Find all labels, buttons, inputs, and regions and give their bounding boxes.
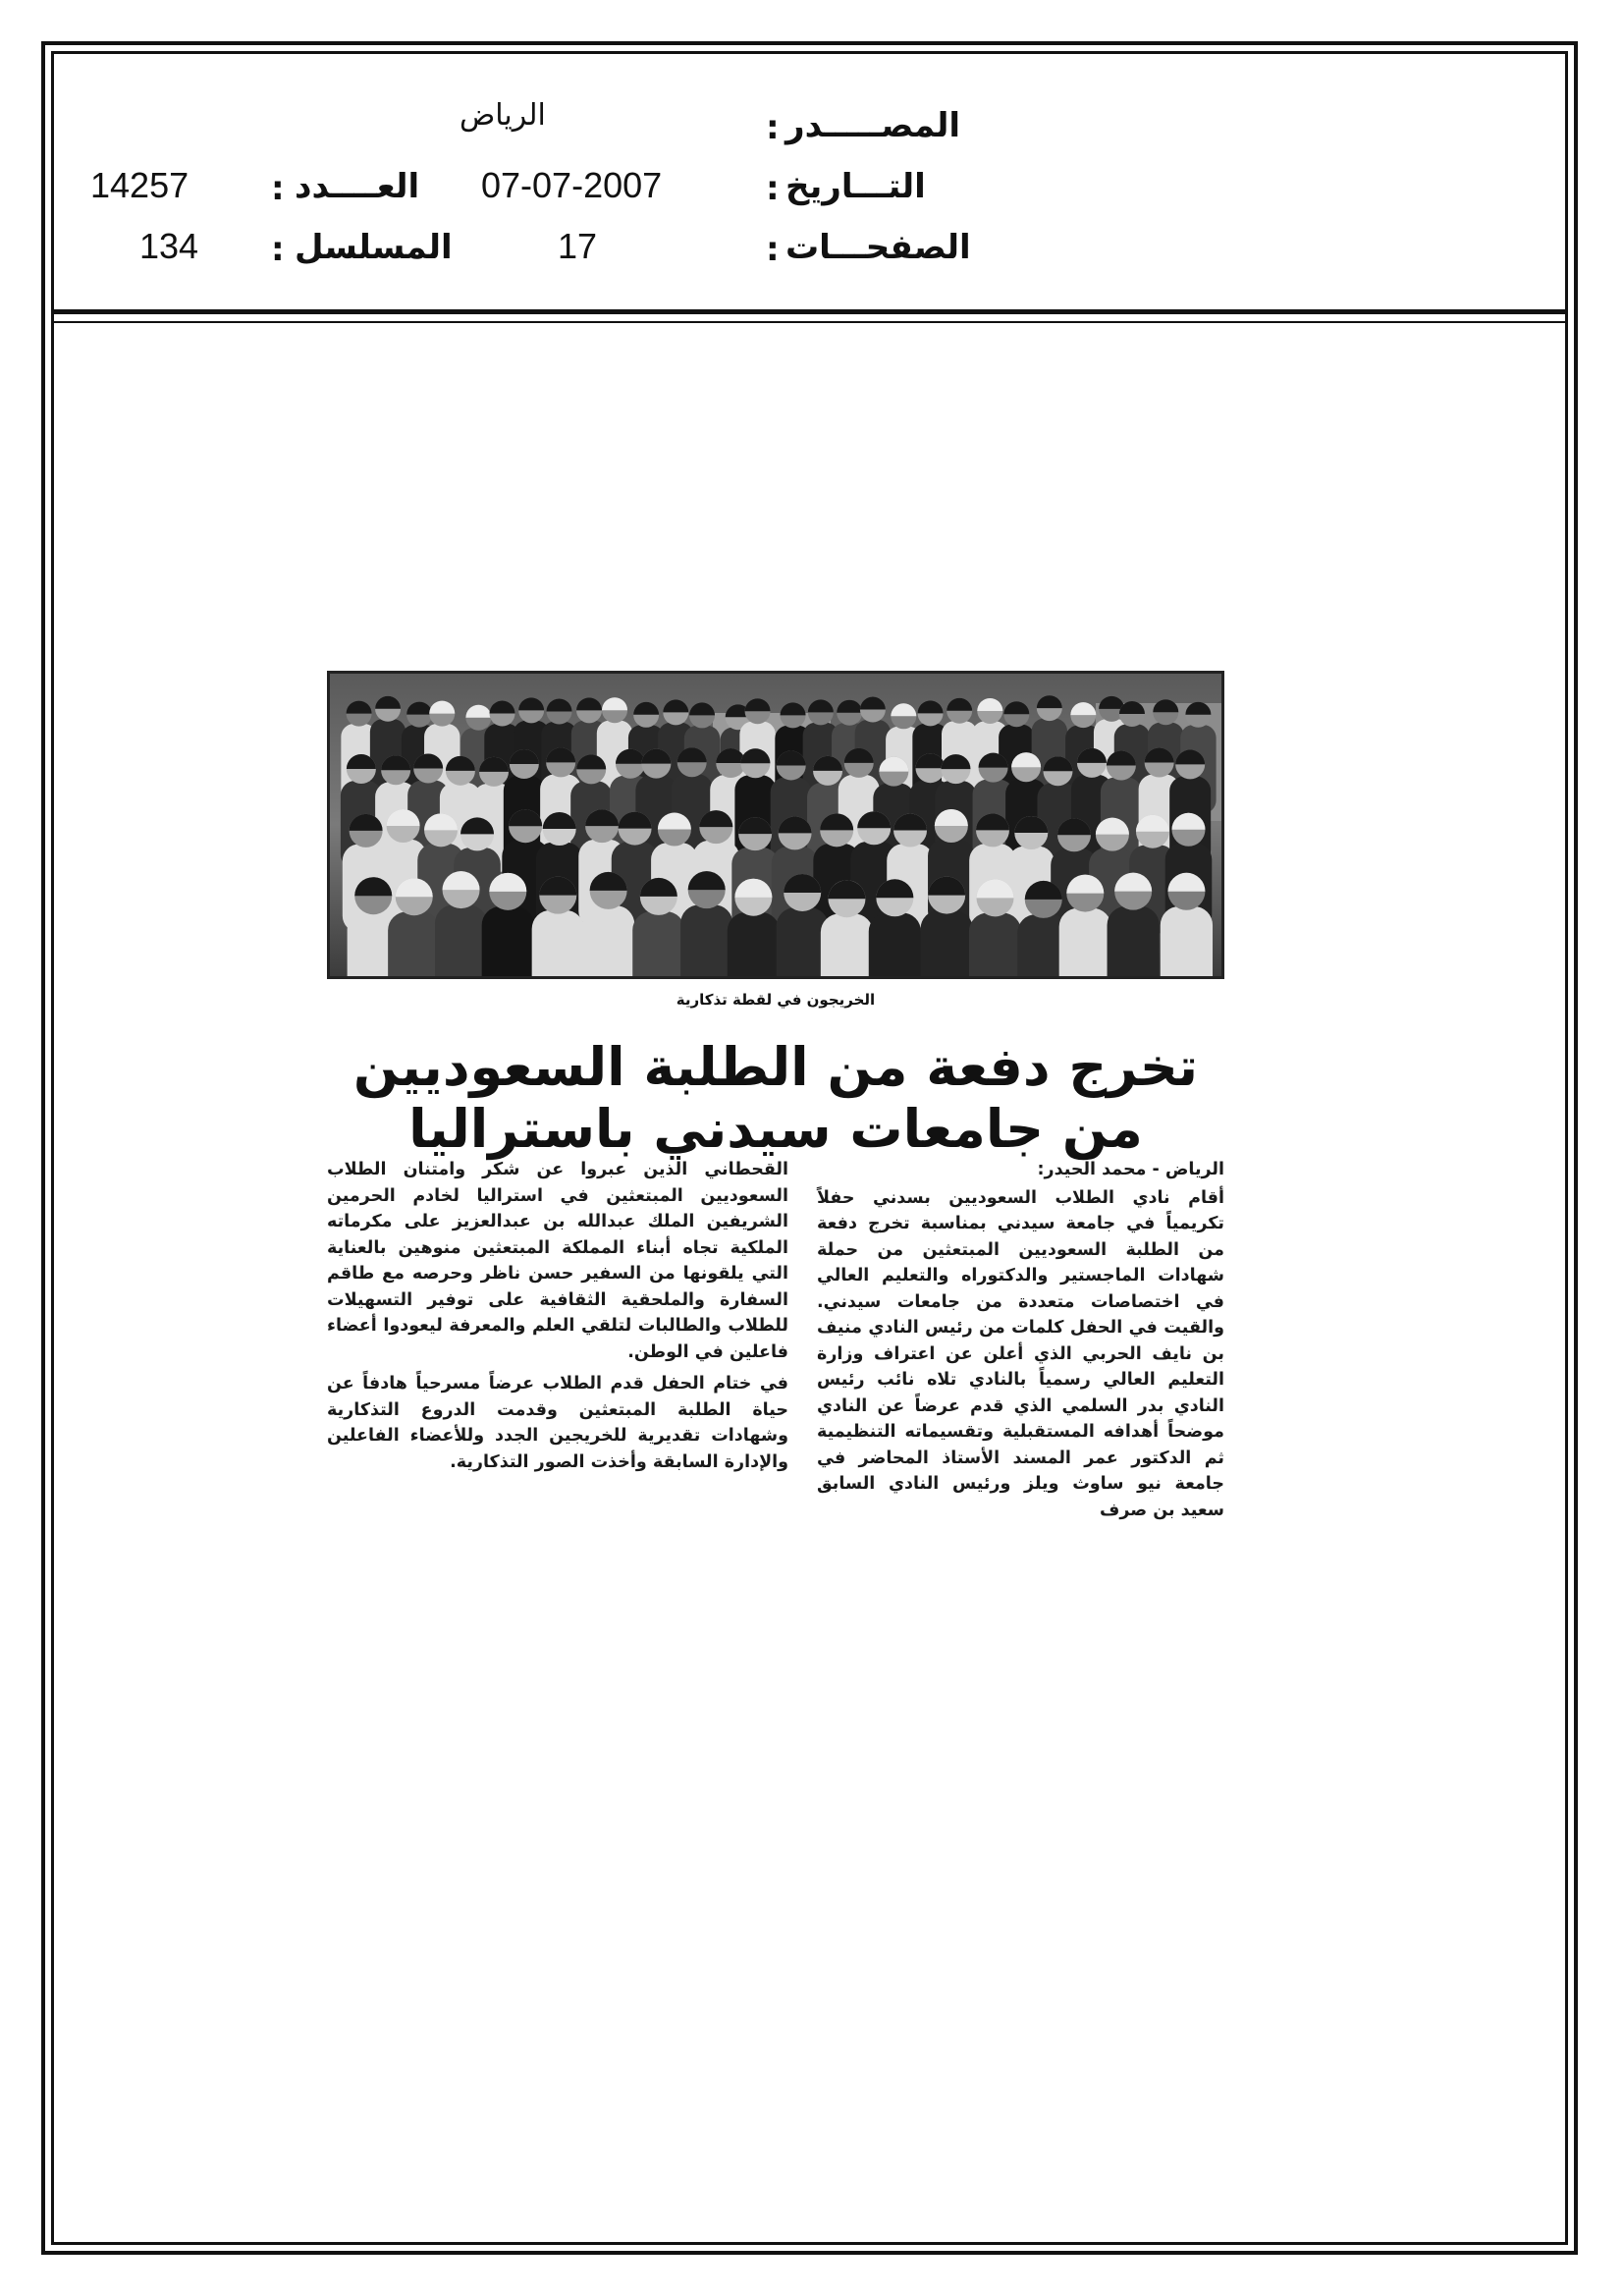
- date-label: التـــاريخ: [785, 167, 926, 206]
- date-colon: :: [766, 169, 780, 208]
- pages-label: الصفحـــات: [785, 228, 971, 267]
- pages-value: 17: [558, 226, 598, 266]
- photo-person-body: [777, 907, 829, 976]
- photo-person-body: [1108, 906, 1160, 976]
- issue-colon: :: [271, 169, 285, 208]
- photo-person-body: [728, 912, 780, 976]
- photo-person-body: [821, 913, 873, 976]
- photo-person-body: [388, 911, 440, 976]
- photo-person-body: [680, 904, 732, 976]
- photo-person-body: [632, 911, 684, 976]
- article-paragraph-1: أقام نادي الطلاب السعوديين بسدني حفلاً تكريمياً في جامعة سيدني بمناسبة تخرج دفعة من الطلبة السعوديين المبتعثين من حملة شهادات الماجستير والدكتوراه والتعليم العالي في اختصاصات متعددة من جامعات سيدني. والقيت في الحفل كلمات من رئيس النادي منيف بن نايف الحربي الذي أعلن عن اعتراف وزارة التعليم العالي رسمياً بالنادي تلاه نائب رئيس النادي بدر السلمي الذي قدم عرضاً عن النادي موضحاً أهدافه المستقبلية وتقسيماته التنظيمية ثم الدكتور عمر المسند الأستاذ المحاضر في جامعة نيو ساوث ويلز ورئيس النادي السابق سعيد بن صرف: [817, 1187, 1224, 1520]
- photo-person-body: [532, 910, 584, 976]
- photo-person-body: [969, 913, 1021, 976]
- photo-person-body: [482, 906, 534, 976]
- source-label: المصـــــدر: [785, 106, 961, 145]
- byline: الرياض - محمد الحيدر:: [1037, 1160, 1224, 1179]
- article-column-left: [327, 1157, 788, 1475]
- serial-label: المسلسل: [295, 228, 453, 267]
- photo-person-body: [1059, 908, 1111, 976]
- pages-colon: :: [766, 230, 780, 269]
- article-paragraph-2: القحطاني الذين عبروا عن شكر وامتنان الطلاب السعوديين المبتعثين في استراليا لخادم الحرمين الشريفين الملك عبدالله بن عبدالعزيز على مكرماته الملكية تجاه أبناء المملكة المبتعثين منوهين بالعناية التي يلقونها من السفير حسن ناظر وحرصه مع طاقم السفارة والملحقية الثقافية على توفير التسهيلات للطلاب والطالبات لتلقي العلم والمعرفة ليعودوا أعضاء فاعلين في الوطن.: [327, 1160, 788, 1362]
- article-paragraph-3: في ختام الحفل قدم الطلاب عرضاً مسرحياً هادفاً عن حياة الطلبة المبتعثين وقدمت الدروع التذكارية وشهادات تقديرية للخريجين الجدد وللأعضاء الفاعلين والإدارة السابقة وأخذت الصور التذكارية.: [327, 1374, 788, 1472]
- photo-person-body: [921, 910, 973, 976]
- serial-value: 134: [139, 226, 199, 266]
- source-colon: :: [766, 108, 780, 147]
- photo-caption: الخريجون في لقطة تذكارية: [676, 991, 876, 1009]
- issue-label: العــــدد: [295, 167, 420, 206]
- header-divider-thin: [51, 321, 1568, 323]
- article-headline: تخرج دفعة من الطلبة السعوديين من جامعات سيدني باستراليا: [352, 1036, 1199, 1160]
- photo-person-body: [1161, 906, 1213, 976]
- serial-colon: :: [271, 230, 285, 269]
- photo-person-body: [869, 912, 921, 976]
- photo-person-body: [582, 905, 634, 976]
- header-divider: [51, 309, 1568, 314]
- photo-person-body: [435, 904, 487, 976]
- issue-value: 14257: [90, 165, 189, 205]
- source-value: الرياض: [460, 98, 546, 133]
- graduates-photo: [327, 671, 1224, 979]
- article-column-right: [817, 1157, 1224, 1523]
- date-value: 07-07-2007: [481, 165, 663, 205]
